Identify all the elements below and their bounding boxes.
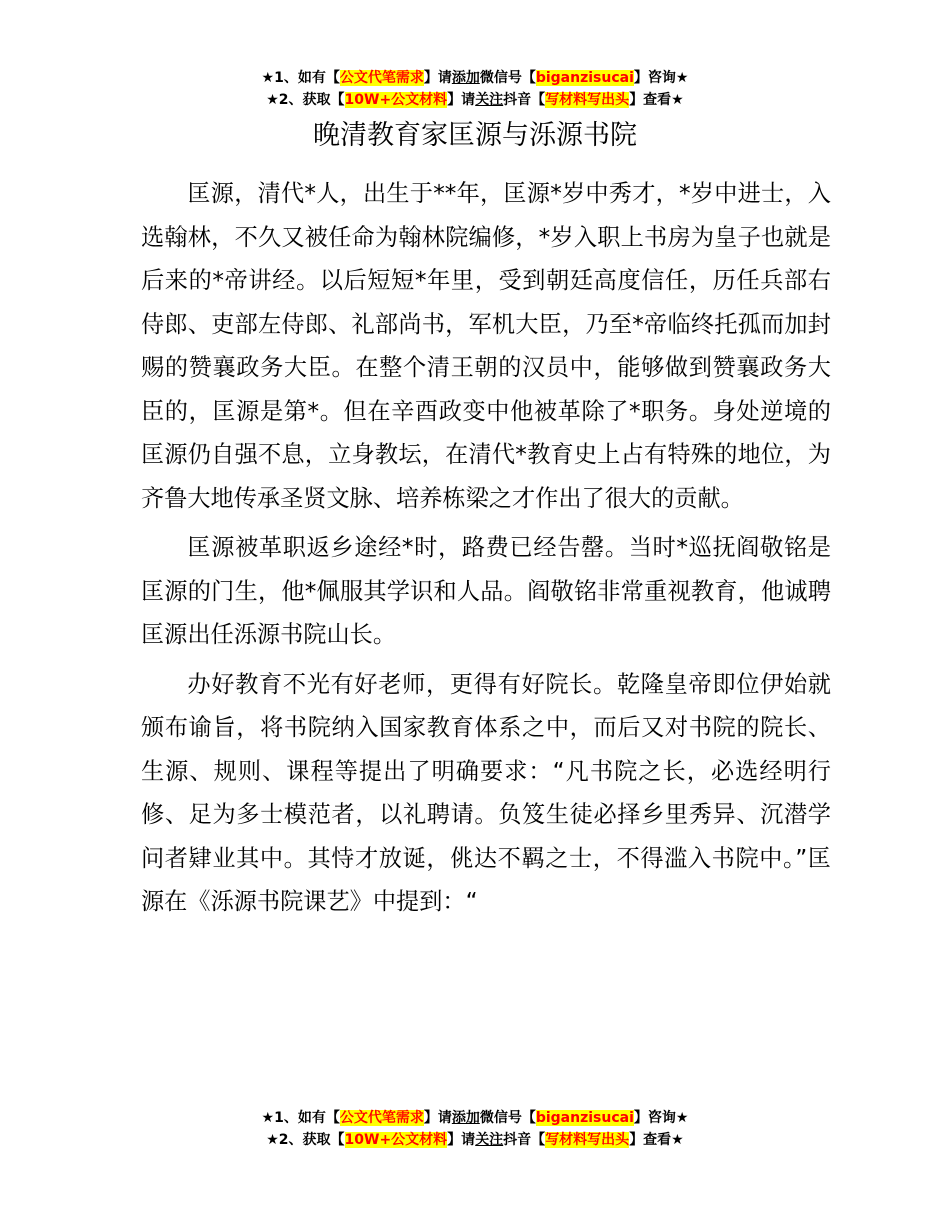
footer-banner-line-1 [0, 1107, 950, 1129]
service-highlight: 公文代笔需求 [339, 70, 424, 86]
banner-text: 微信号【 [479, 1110, 536, 1126]
banner-text: ★2、获取【 [266, 92, 345, 108]
banner-text: 】请 [447, 92, 476, 108]
banner-text: 】查看★ [629, 92, 684, 108]
header-banner-line-1 [0, 67, 950, 89]
banner-underlined-text: 关注 [475, 1132, 504, 1148]
douyin-account-highlight: 写材料写出头 [545, 92, 630, 108]
banner-underlined-text: 添加 [451, 70, 480, 86]
banner-text: 】咨询★ [633, 1110, 689, 1126]
banner-text: 】咨询★ [633, 70, 689, 86]
banner-text: 】请 [423, 1110, 452, 1126]
banner-text: 】请 [447, 1132, 476, 1148]
materials-highlight: 10W+公文材料 [344, 1132, 448, 1148]
paragraph-3: 办好教育不光有好老师，更得有好院长。乾隆皇帝即位伊始就颁布谕旨，将书院纳入国家教育体系之中，而后又对书院的院长、生源、规则、课程等提出了明确要求：“凡书院之长，必选经明行修、足为多士模范者，以礼聘请。负笈生徒必择乡里秀异、沉潜学问者肄业其中。其恃才放诞，佻达不羁之士，不得滥入书院中。”匡源在《泺源书院课艺》中提到：“ [141, 670, 831, 915]
banner-text: 抖音【 [503, 1132, 546, 1148]
banner-underlined-text: 关注 [475, 92, 504, 108]
banner-text: ★2、获取【 [266, 1132, 345, 1148]
wechat-id-highlight: biganzisucai [535, 1110, 634, 1126]
banner-text: 微信号【 [479, 70, 536, 86]
wechat-id-highlight: biganzisucai [535, 70, 634, 86]
materials-highlight: 10W+公文材料 [344, 92, 448, 108]
douyin-account-highlight: 写材料写出头 [545, 1132, 630, 1148]
footer-banner-line-2 [0, 1129, 950, 1151]
paragraph-1: 匡源，清代*人，出生于**年，匡源*岁中秀才，*岁中进士，入选翰林，不久又被任命为翰林院编修，*岁入职上书房为皇子也就是后来的*帝讲经。以后短短*年里，受到朝廷高度信任，历任兵部右侍郎、吏部左侍郎、礼部尚书，军机大臣，乃至*帝临终托孤而加封赐的赞襄政务大臣。在整个清王朝的汉员中，能够做到赞襄政务大臣的，匡源是第*。但在辛酉政变中他被革除了*职务。身处逆境的匡源仍自强不息，立身教坛，在清代*教育史上占有特殊的地位，为齐鲁大地传承圣贤文脉、培养栋梁之才作出了很大的贡献。 [141, 180, 831, 512]
header-banner [0, 67, 950, 111]
banner-underlined-text: 添加 [451, 1110, 480, 1126]
document-title: 晚清教育家匡源与泺源书院 [313, 120, 637, 151]
banner-text: ★1、如有【 [261, 70, 340, 86]
service-highlight: 公文代笔需求 [339, 1110, 424, 1126]
banner-text: 】请 [423, 70, 452, 86]
paragraph-2: 匡源被革职返乡途经*时，路费已经告罄。当时*巡抚阎敬铭是匡源的门生，他*佩服其学识和人品。阎敬铭非常重视教育，他诚聘匡源出任泺源书院山长。 [141, 534, 831, 648]
document-body [141, 172, 831, 930]
header-banner-line-2 [0, 89, 950, 111]
banner-text: ★1、如有【 [261, 1110, 340, 1126]
footer-banner [0, 1107, 950, 1151]
banner-text: 抖音【 [503, 92, 546, 108]
banner-text: 】查看★ [629, 1132, 684, 1148]
